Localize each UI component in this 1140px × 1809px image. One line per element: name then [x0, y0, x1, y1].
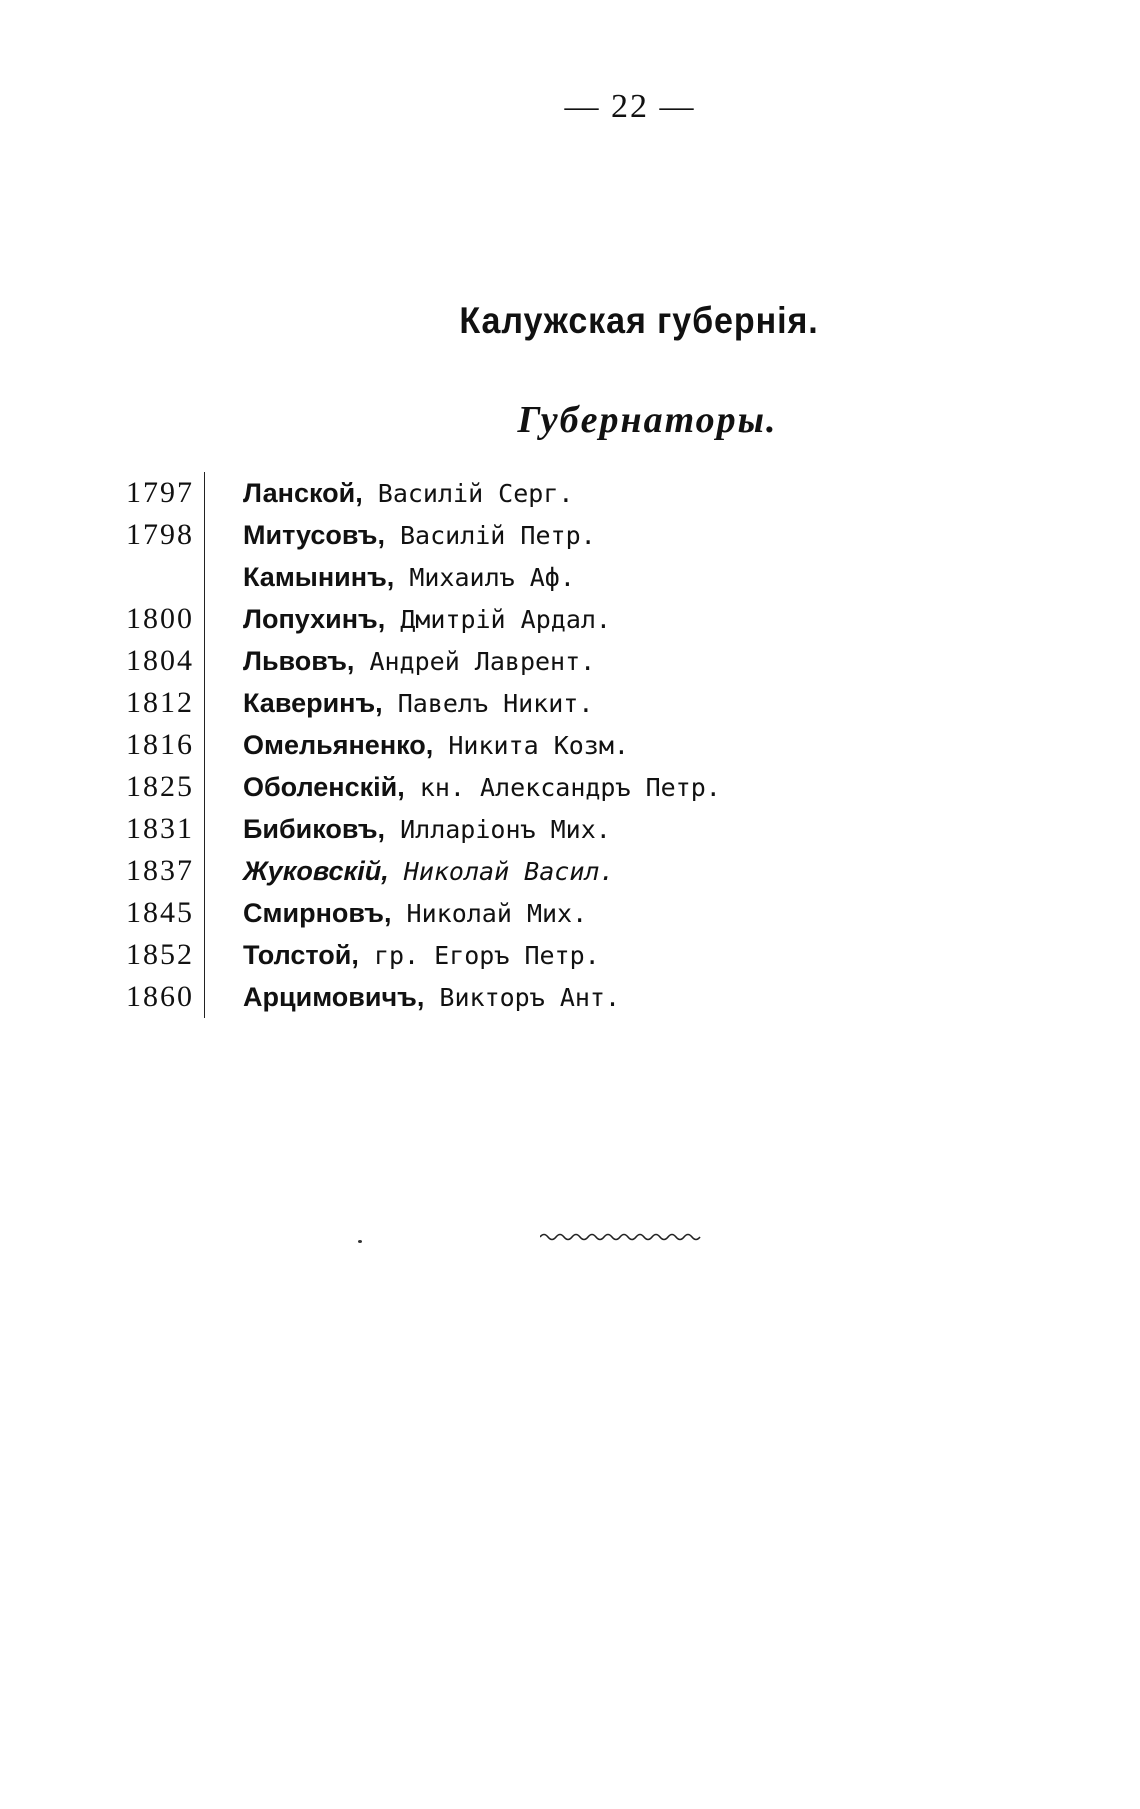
given-names: Дмитрій Ардал. [385, 604, 611, 634]
table-row [112, 892, 812, 934]
table-row [112, 514, 812, 556]
given-names: Михаилъ Аф. [394, 562, 575, 592]
governors-table [112, 472, 812, 1018]
column-rule [204, 514, 205, 556]
table-row [112, 850, 812, 892]
page-number: — 22 — [564, 88, 696, 125]
year: 1860 [126, 980, 194, 1013]
table-row [112, 682, 812, 724]
surname: Каверинъ, [243, 687, 383, 718]
governor-name [243, 940, 600, 971]
table-row [112, 598, 812, 640]
given-names: Викторъ Ант. [424, 982, 621, 1012]
year: 1816 [126, 728, 194, 761]
surname: Камынинъ, [243, 561, 395, 592]
given-names: гр. Егоръ Петр. [358, 940, 600, 970]
given-names: Павелъ Никит. [382, 688, 594, 718]
surname: Митусовъ, [243, 519, 385, 550]
governor-name [243, 520, 596, 551]
table-row [112, 472, 812, 514]
surname: Смирновъ, [243, 897, 392, 928]
surname: Арцимовичъ, [243, 981, 425, 1012]
column-rule [204, 892, 205, 934]
surname: Бибиковъ, [243, 813, 386, 844]
table-row [112, 724, 812, 766]
surname: Оболенскій, [243, 771, 405, 802]
column-rule [204, 640, 205, 682]
wavy-ornament-divider [540, 1230, 705, 1244]
surname: Лопухинъ, [243, 603, 386, 634]
governor-name [243, 646, 595, 677]
governor-name [243, 688, 593, 719]
column-rule [204, 556, 205, 598]
table-row [112, 976, 812, 1018]
table-row [112, 640, 812, 682]
year: 1837 [126, 854, 194, 887]
year: 1852 [126, 938, 194, 971]
year: 1798 [126, 518, 194, 551]
column-rule [204, 598, 205, 640]
ink-speck [358, 1240, 362, 1243]
governor-name [243, 814, 611, 845]
column-rule [204, 808, 205, 850]
year: 1800 [126, 602, 194, 635]
year: 1831 [126, 812, 194, 845]
column-rule [204, 850, 205, 892]
governor-name [243, 478, 573, 509]
column-rule [204, 682, 205, 724]
given-names: Василій Серг. [362, 478, 574, 508]
given-names: кн. Александръ Петр. [404, 772, 721, 802]
year: 1812 [126, 686, 194, 719]
year: 1825 [126, 770, 194, 803]
surname: Омельяненко, [243, 729, 434, 760]
governor-name [243, 856, 615, 887]
year: 1804 [126, 644, 194, 677]
given-names: Василій Петр. [384, 520, 596, 550]
column-rule [204, 766, 205, 808]
section-title: Калужская губернія. [459, 300, 819, 341]
column-rule [204, 724, 205, 766]
column-rule [204, 934, 205, 976]
governor-name [243, 772, 721, 803]
column-rule [204, 472, 205, 514]
governor-name [243, 562, 575, 593]
surname: Жуковскій, [243, 855, 389, 886]
year: 1797 [126, 476, 194, 509]
surname: Ланской, [243, 477, 363, 508]
table-row [112, 934, 812, 976]
table-row [112, 556, 812, 598]
column-rule [204, 976, 205, 1018]
given-names: Андрей Лаврент. [354, 646, 596, 676]
given-names: Николай Мих. [391, 898, 588, 928]
surname: Толстой, [243, 939, 359, 970]
table-row [112, 766, 812, 808]
governor-name [243, 982, 620, 1013]
given-names: Никита Козм. [433, 730, 629, 760]
year: 1845 [126, 896, 194, 929]
given-names: Илларіонъ Мих. [385, 814, 611, 844]
given-names: Николай Васил. [388, 856, 615, 886]
governor-name [243, 730, 629, 761]
surname: Львовъ, [243, 645, 355, 676]
subtitle: Губернаторы. [517, 399, 778, 441]
governor-name [243, 898, 587, 929]
governor-name [243, 604, 611, 635]
table-row [112, 808, 812, 850]
